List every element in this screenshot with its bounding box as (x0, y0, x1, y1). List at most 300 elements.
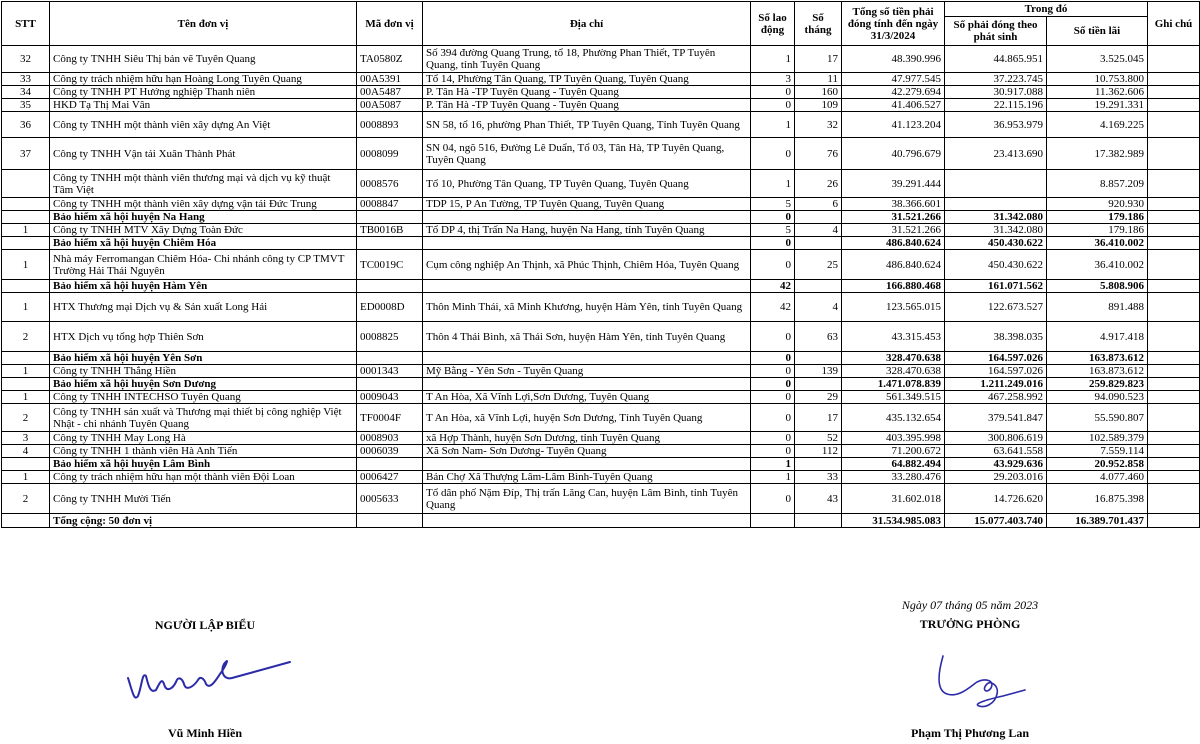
cell-interest: 163.873.612 (1047, 365, 1148, 378)
cell-payable: 43.929.636 (945, 458, 1047, 471)
cell-interest: 4.169.225 (1047, 112, 1148, 138)
cell-workers: 0 (751, 404, 795, 432)
cell-stt: 33 (2, 73, 50, 86)
cell-unit-code: 0001343 (357, 365, 423, 378)
cell-unit-code: 0008825 (357, 322, 423, 352)
cell-address (423, 514, 751, 528)
cell-total: 64.882.494 (842, 458, 945, 471)
cell-unit-code: ED0008D (357, 293, 423, 322)
cell-note (1148, 46, 1200, 73)
cell-unit-name: Tổng cộng: 50 đơn vị (50, 514, 357, 528)
cell-note (1148, 211, 1200, 224)
cell-address: Mỹ Bằng - Yên Sơn - Tuyên Quang (423, 365, 751, 378)
cell-months: 52 (795, 432, 842, 445)
cell-months: 25 (795, 250, 842, 280)
cell-note (1148, 445, 1200, 458)
cell-total: 43.315.453 (842, 322, 945, 352)
cell-months: 4 (795, 293, 842, 322)
table-row (2, 250, 1200, 280)
cell-address: T An Hòa, xã Vĩnh Lợi, huyện Sơn Dương, Tỉnh Tuyên Quang (423, 404, 751, 432)
cell-unit-name: Công ty trách nhiệm hữu hạn Hoàng Long Tuyên Quang (50, 73, 357, 86)
cell-workers: 0 (751, 432, 795, 445)
cell-note (1148, 404, 1200, 432)
table-row (2, 138, 1200, 170)
cell-unit-code: TA0580Z (357, 46, 423, 73)
cell-address: T An Hòa, Xã Vĩnh Lợi,Sơn Dương, Tuyên Quang (423, 391, 751, 404)
preparer-name: Vũ Minh Hiền (167, 726, 242, 740)
table-row (2, 365, 1200, 378)
cell-workers: 0 (751, 237, 795, 250)
cell-address: Thôn Minh Thái, xã Minh Khương, huyện Hàm Yên, tỉnh Tuyên Quang (423, 293, 751, 322)
cell-payable: 23.413.690 (945, 138, 1047, 170)
cell-unit-code: 0008847 (357, 198, 423, 211)
cell-address (423, 352, 751, 365)
cell-address: SN 58, tổ 16, phường Phan Thiết, TP Tuyên Quang, Tỉnh Tuyên Quang (423, 112, 751, 138)
cell-total: 40.796.679 (842, 138, 945, 170)
cell-total: 31.521.266 (842, 224, 945, 237)
cell-unit-name: Công ty TNHH Siêu Thị bản vẽ Tuyên Quang (50, 46, 357, 73)
table-row (2, 432, 1200, 445)
cell-months (795, 237, 842, 250)
cell-interest: 3.525.045 (1047, 46, 1148, 73)
preparer-signature (120, 650, 300, 710)
cell-months (795, 378, 842, 391)
cell-payable: 450.430.622 (945, 237, 1047, 250)
cell-months: 17 (795, 46, 842, 73)
cell-interest: 19.291.331 (1047, 99, 1148, 112)
cell-total: 41.123.204 (842, 112, 945, 138)
cell-note (1148, 352, 1200, 365)
cell-note (1148, 432, 1200, 445)
cell-payable: 467.258.992 (945, 391, 1047, 404)
cell-workers: 0 (751, 445, 795, 458)
cell-payable: 161.071.562 (945, 280, 1047, 293)
cell-interest: 94.090.523 (1047, 391, 1148, 404)
cell-interest: 16.389.701.437 (1047, 514, 1148, 528)
cell-total: 31.521.266 (842, 211, 945, 224)
cell-months: 139 (795, 365, 842, 378)
cell-unit-name: Nhà máy Ferromangan Chiêm Hóa- Chi nhánh công ty CP TMVT Trường Hải Thái Nguyên (50, 250, 357, 280)
cell-total: 31.534.985.083 (842, 514, 945, 528)
cell-interest: 11.362.606 (1047, 86, 1148, 99)
group-row (2, 237, 1200, 250)
cell-payable: 300.806.619 (945, 432, 1047, 445)
cell-note (1148, 138, 1200, 170)
cell-interest: 8.857.209 (1047, 170, 1148, 198)
cell-unit-code (357, 352, 423, 365)
cell-months: 4 (795, 224, 842, 237)
head-title: TRƯỞNG PHÒNG (919, 617, 1021, 631)
cell-total: 486.840.624 (842, 250, 945, 280)
cell-address: SN 04, ngõ 516, Đường Lê Duẩn, Tổ 03, Tân Hà, TP Tuyên Quang, Tuyên Quang (423, 138, 751, 170)
cell-workers: 0 (751, 138, 795, 170)
table-row (2, 86, 1200, 99)
cell-stt: 34 (2, 86, 50, 99)
table-row (2, 445, 1200, 458)
header-address: Địa chỉ (423, 2, 751, 46)
table-row (2, 293, 1200, 322)
cell-unit-code: 00A5087 (357, 99, 423, 112)
cell-unit-code: 00A5487 (357, 86, 423, 99)
cell-unit-code: 0009043 (357, 391, 423, 404)
cell-unit-name: Bảo hiểm xã hội huyện Hàm Yên (50, 280, 357, 293)
group-row (2, 458, 1200, 471)
cell-unit-name: Công ty TNHH Thắng Hiền (50, 365, 357, 378)
cell-address: Bản Chợ Xã Thượng Lâm-Lâm Bình-Tuyên Quang (423, 471, 751, 484)
cell-total: 328.470.638 (842, 365, 945, 378)
group-row (2, 514, 1200, 528)
cell-note (1148, 237, 1200, 250)
cell-unit-code: 0008576 (357, 170, 423, 198)
cell-unit-name: Công ty TNHH PT Hướng nghiệp Thanh niên (50, 86, 357, 99)
head-name: Phạm Thị Phương Lan (911, 726, 1029, 740)
cell-months: 112 (795, 445, 842, 458)
cell-unit-name: Công ty TNHH INTECHSO Tuyên Quang (50, 391, 357, 404)
cell-unit-name: Bảo hiểm xã hội huyện Sơn Dương (50, 378, 357, 391)
cell-note (1148, 471, 1200, 484)
cell-stt: 1 (2, 224, 50, 237)
cell-months: 109 (795, 99, 842, 112)
cell-interest: 17.382.989 (1047, 138, 1148, 170)
cell-unit-name: HTX Dịch vụ tổng hợp Thiên Sơn (50, 322, 357, 352)
cell-unit-name: Công ty TNHH một thành viên thương mại và dịch vụ kỹ thuật Tâm Việt (50, 170, 357, 198)
cell-unit-name: Công ty TNHH May Long Hà (50, 432, 357, 445)
cell-unit-code (357, 211, 423, 224)
cell-stt: 32 (2, 46, 50, 73)
cell-months: 33 (795, 471, 842, 484)
cell-total: 561.349.515 (842, 391, 945, 404)
cell-payable: 15.077.403.740 (945, 514, 1047, 528)
cell-workers: 1 (751, 458, 795, 471)
cell-total: 38.366.601 (842, 198, 945, 211)
cell-months: 63 (795, 322, 842, 352)
cell-months (795, 211, 842, 224)
cell-unit-name: Bảo hiểm xã hội huyện Na Hang (50, 211, 357, 224)
cell-unit-code: 0006039 (357, 445, 423, 458)
cell-note (1148, 280, 1200, 293)
cell-total: 435.132.654 (842, 404, 945, 432)
cell-interest: 10.753.800 (1047, 73, 1148, 86)
cell-workers: 1 (751, 46, 795, 73)
cell-unit-code (357, 280, 423, 293)
table-row (2, 170, 1200, 198)
cell-months: 11 (795, 73, 842, 86)
cell-stt (2, 237, 50, 250)
cell-unit-code (357, 514, 423, 528)
cell-interest: 179.186 (1047, 224, 1148, 237)
cell-stt (2, 198, 50, 211)
cell-months: 43 (795, 484, 842, 514)
table-row (2, 391, 1200, 404)
cell-payable (945, 198, 1047, 211)
cell-interest: 920.930 (1047, 198, 1148, 211)
cell-months: 26 (795, 170, 842, 198)
cell-total: 166.880.468 (842, 280, 945, 293)
cell-workers: 5 (751, 224, 795, 237)
cell-address: xã Hợp Thành, huyện Sơn Dương, tỉnh Tuyên Quang (423, 432, 751, 445)
cell-unit-name: Bảo hiểm xã hội huyện Chiêm Hóa (50, 237, 357, 250)
cell-payable: 29.203.016 (945, 471, 1047, 484)
group-row (2, 280, 1200, 293)
cell-months (795, 514, 842, 528)
cell-interest: 102.589.379 (1047, 432, 1148, 445)
cell-note (1148, 514, 1200, 528)
cell-unit-code: TF0004F (357, 404, 423, 432)
cell-workers: 0 (751, 352, 795, 365)
cell-address (423, 280, 751, 293)
cell-interest: 4.917.418 (1047, 322, 1148, 352)
cell-unit-name: Công ty TNHH một thành viên xây dựng vận tải Đức Trung (50, 198, 357, 211)
cell-stt (2, 211, 50, 224)
header-interest: Số tiền lãi (1047, 17, 1148, 46)
report-body (2, 46, 1200, 528)
cell-stt: 2 (2, 404, 50, 432)
cell-workers: 1 (751, 112, 795, 138)
cell-stt: 1 (2, 293, 50, 322)
cell-note (1148, 322, 1200, 352)
cell-interest: 36.410.002 (1047, 237, 1148, 250)
cell-total: 71.200.672 (842, 445, 945, 458)
cell-note (1148, 198, 1200, 211)
cell-stt: 1 (2, 391, 50, 404)
cell-stt: 2 (2, 484, 50, 514)
cell-workers: 0 (751, 86, 795, 99)
cell-payable: 36.953.979 (945, 112, 1047, 138)
cell-unit-code (357, 237, 423, 250)
cell-total: 31.602.018 (842, 484, 945, 514)
head-signature (925, 650, 1045, 720)
cell-total: 123.565.015 (842, 293, 945, 322)
cell-workers: 0 (751, 250, 795, 280)
cell-stt (2, 378, 50, 391)
cell-address: Tổ DP 4, thị Trấn Na Hang, huyện Na Hang, tỉnh Tuyên Quang (423, 224, 751, 237)
table-row (2, 73, 1200, 86)
cell-address (423, 237, 751, 250)
cell-address: P. Tân Hà -TP Tuyên Quang - Tuyên Quang (423, 86, 751, 99)
cell-workers: 5 (751, 198, 795, 211)
cell-interest: 891.488 (1047, 293, 1148, 322)
cell-unit-name: Công ty TNHH sản xuất và Thương mại thiết bị công nghiệp Việt Nhật - chi nhánh Tuyên Quang (50, 404, 357, 432)
cell-address: Tổ 10, Phường Tân Quang, TP Tuyên Quang, Tuyên Quang (423, 170, 751, 198)
header-stt: STT (2, 2, 50, 46)
cell-interest: 4.077.460 (1047, 471, 1148, 484)
cell-payable: 14.726.620 (945, 484, 1047, 514)
cell-unit-code: 0006427 (357, 471, 423, 484)
cell-total: 41.406.527 (842, 99, 945, 112)
cell-address (423, 211, 751, 224)
cell-address (423, 458, 751, 471)
cell-address: Xã Sơn Nam- Sơn Dương- Tuyên Quang (423, 445, 751, 458)
cell-interest: 55.590.807 (1047, 404, 1148, 432)
cell-stt (2, 458, 50, 471)
cell-note (1148, 365, 1200, 378)
cell-total: 42.279.694 (842, 86, 945, 99)
cell-address: Cụm công nghiệp An Thịnh, xã Phúc Thịnh, Chiêm Hóa, Tuyên Quang (423, 250, 751, 280)
table-row (2, 99, 1200, 112)
header-months: Số tháng (795, 2, 842, 46)
cell-stt: 3 (2, 432, 50, 445)
cell-address: TDP 15, P An Tường, TP Tuyên Quang, Tuyên Quang (423, 198, 751, 211)
cell-workers: 0 (751, 391, 795, 404)
cell-stt: 37 (2, 138, 50, 170)
cell-payable: 63.641.558 (945, 445, 1047, 458)
report-date: Ngày 07 tháng 05 năm 2023 (901, 598, 1039, 612)
cell-unit-code (357, 458, 423, 471)
cell-stt: 1 (2, 471, 50, 484)
cell-note (1148, 73, 1200, 86)
cell-months: 6 (795, 198, 842, 211)
cell-months: 160 (795, 86, 842, 99)
cell-months (795, 352, 842, 365)
cell-workers (751, 514, 795, 528)
cell-address (423, 378, 751, 391)
group-row (2, 352, 1200, 365)
table-row (2, 322, 1200, 352)
cell-payable (945, 170, 1047, 198)
cell-total: 47.977.545 (842, 73, 945, 86)
cell-total: 48.390.996 (842, 46, 945, 73)
header-total: Tổng số tiền phải đóng tính đến ngày 31/3/2024 (842, 2, 945, 46)
header-unit-name: Tên đơn vị (50, 2, 357, 46)
header-workers: Số lao động (751, 2, 795, 46)
cell-total: 328.470.638 (842, 352, 945, 365)
cell-stt (2, 170, 50, 198)
header-payable: Số phải đóng theo phát sinh (945, 17, 1047, 46)
cell-interest: 20.952.858 (1047, 458, 1148, 471)
cell-note (1148, 112, 1200, 138)
cell-stt (2, 280, 50, 293)
cell-interest: 16.875.398 (1047, 484, 1148, 514)
cell-months (795, 280, 842, 293)
cell-note (1148, 250, 1200, 280)
cell-payable: 122.673.527 (945, 293, 1047, 322)
cell-interest: 179.186 (1047, 211, 1148, 224)
cell-unit-name: Công ty TNHH 1 thành viên Hà Anh Tiến (50, 445, 357, 458)
cell-address: Tổ dân phố Nặm Đíp, Thị trấn Lăng Can, huyện Lâm Bình, tỉnh Tuyên Quang (423, 484, 751, 514)
cell-note (1148, 86, 1200, 99)
cell-unit-name: Công ty trách nhiệm hữu hạn một thành viên Đội Loan (50, 471, 357, 484)
group-row (2, 378, 1200, 391)
table-row (2, 46, 1200, 73)
cell-unit-code: 00A5391 (357, 73, 423, 86)
cell-unit-code: 0008903 (357, 432, 423, 445)
cell-note (1148, 170, 1200, 198)
cell-workers: 42 (751, 293, 795, 322)
cell-months: 17 (795, 404, 842, 432)
cell-stt: 1 (2, 250, 50, 280)
cell-stt: 4 (2, 445, 50, 458)
cell-note (1148, 458, 1200, 471)
cell-payable: 1.211.249.016 (945, 378, 1047, 391)
cell-interest: 7.559.114 (1047, 445, 1148, 458)
cell-months: 76 (795, 138, 842, 170)
group-row (2, 211, 1200, 224)
header-unit-code: Mã đơn vị (357, 2, 423, 46)
cell-payable: 164.597.026 (945, 365, 1047, 378)
table-row (2, 484, 1200, 514)
cell-stt: 2 (2, 322, 50, 352)
table-row (2, 112, 1200, 138)
cell-months (795, 458, 842, 471)
cell-unit-code: TB0016B (357, 224, 423, 237)
preparer-title: NGƯỜI LẬP BIỂU (154, 618, 256, 632)
cell-payable: 22.115.196 (945, 99, 1047, 112)
cell-workers: 0 (751, 365, 795, 378)
cell-note (1148, 99, 1200, 112)
cell-note (1148, 293, 1200, 322)
cell-stt: 36 (2, 112, 50, 138)
cell-payable: 31.342.080 (945, 211, 1047, 224)
cell-unit-code: 0008099 (357, 138, 423, 170)
table-row (2, 404, 1200, 432)
cell-workers: 42 (751, 280, 795, 293)
cell-payable: 37.223.745 (945, 73, 1047, 86)
cell-payable: 30.917.088 (945, 86, 1047, 99)
cell-address: P. Tân Hà -TP Tuyên Quang - Tuyên Quang (423, 99, 751, 112)
cell-address: Tổ 14, Phường Tân Quang, TP Tuyên Quang, Tuyên Quang (423, 73, 751, 86)
cell-workers: 0 (751, 211, 795, 224)
cell-total: 403.395.998 (842, 432, 945, 445)
cell-workers: 3 (751, 73, 795, 86)
cell-unit-name: Công ty TNHH Mười Tiến (50, 484, 357, 514)
cell-address: Thôn 4 Thái Bình, xã Thái Sơn, huyện Hàm Yên, tỉnh Tuyên Quang (423, 322, 751, 352)
cell-stt: 35 (2, 99, 50, 112)
cell-interest: 36.410.002 (1047, 250, 1148, 280)
cell-unit-code: TC0019C (357, 250, 423, 280)
table-row (2, 224, 1200, 237)
cell-unit-name: HKD Tạ Thị Mai Vân (50, 99, 357, 112)
cell-stt (2, 514, 50, 528)
cell-note (1148, 484, 1200, 514)
cell-interest: 5.808.906 (1047, 280, 1148, 293)
cell-payable: 164.597.026 (945, 352, 1047, 365)
cell-unit-name: HTX Thương mại Dịch vụ & Sản xuất Long Hải (50, 293, 357, 322)
cell-months: 29 (795, 391, 842, 404)
cell-stt: 1 (2, 365, 50, 378)
header-note: Ghi chú (1148, 2, 1200, 46)
cell-workers: 0 (751, 322, 795, 352)
cell-stt (2, 352, 50, 365)
cell-interest: 163.873.612 (1047, 352, 1148, 365)
cell-note (1148, 391, 1200, 404)
cell-unit-name: Công ty TNHH một thành viên xây dựng An Việt (50, 112, 357, 138)
cell-workers: 0 (751, 484, 795, 514)
cell-unit-name: Công ty TNHH MTV Xây Dựng Toàn Đức (50, 224, 357, 237)
cell-payable: 31.342.080 (945, 224, 1047, 237)
cell-unit-name: Bảo hiểm xã hội huyện Lâm Bình (50, 458, 357, 471)
cell-total: 1.471.078.839 (842, 378, 945, 391)
header-in-which: Trong đó (945, 2, 1148, 17)
cell-unit-code (357, 378, 423, 391)
cell-payable: 379.541.847 (945, 404, 1047, 432)
cell-address: Số 394 đường Quang Trung, tổ 18, Phường Phan Thiết, TP Tuyên Quang, tỉnh Tuyên Quang (423, 46, 751, 73)
table-row (2, 471, 1200, 484)
cell-unit-name: Công ty TNHH Vận tải Xuân Thành Phát (50, 138, 357, 170)
cell-payable: 38.398.035 (945, 322, 1047, 352)
cell-total: 33.280.476 (842, 471, 945, 484)
cell-months: 32 (795, 112, 842, 138)
cell-payable: 44.865.951 (945, 46, 1047, 73)
cell-workers: 1 (751, 471, 795, 484)
table-row (2, 198, 1200, 211)
cell-note (1148, 378, 1200, 391)
debt-report-table (1, 1, 1200, 528)
cell-unit-name: Bảo hiểm xã hội huyện Yên Sơn (50, 352, 357, 365)
cell-unit-code: 0008893 (357, 112, 423, 138)
cell-total: 39.291.444 (842, 170, 945, 198)
cell-interest: 259.829.823 (1047, 378, 1148, 391)
cell-total: 486.840.624 (842, 237, 945, 250)
